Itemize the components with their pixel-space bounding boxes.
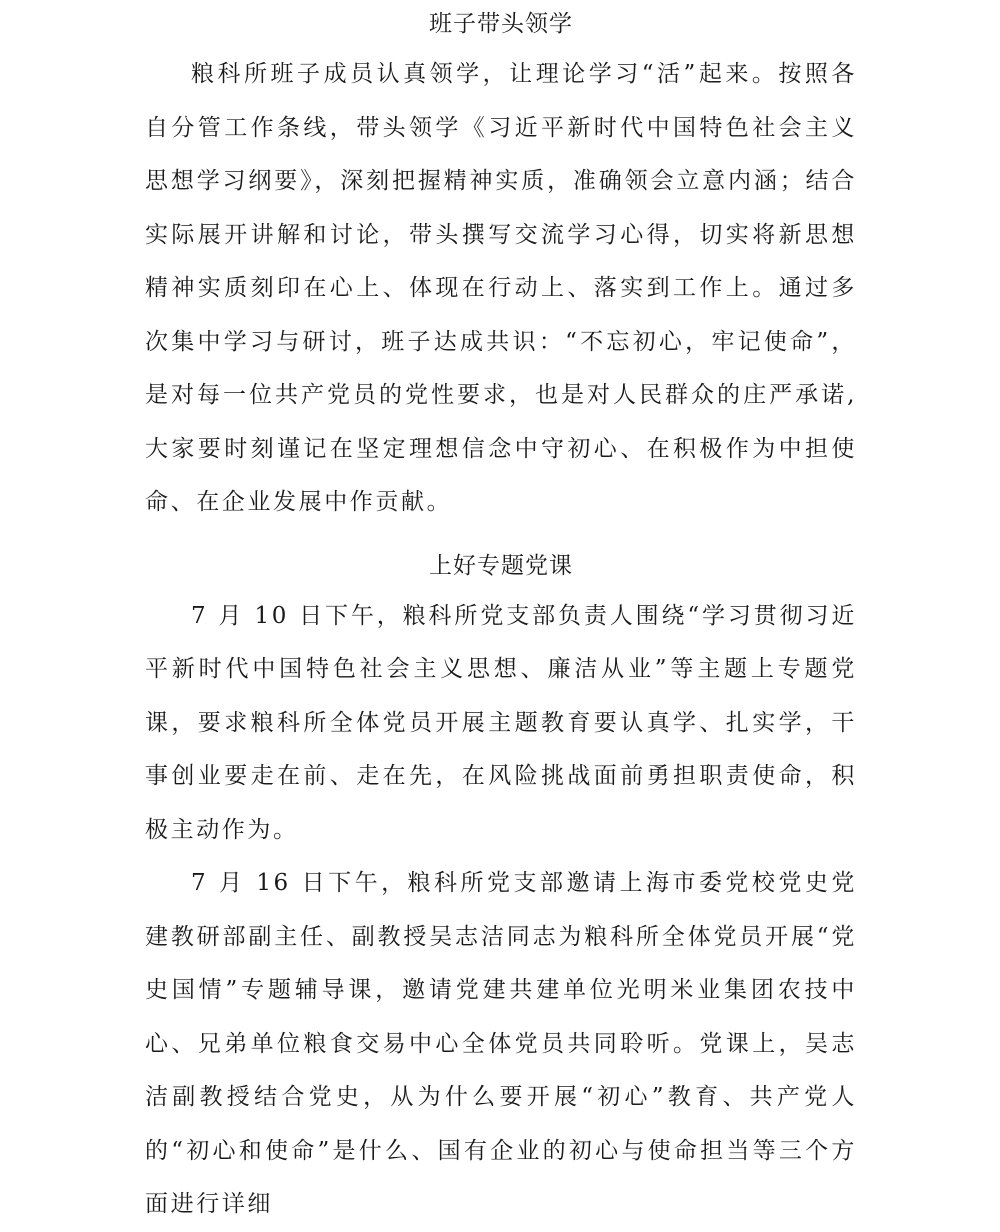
section-heading: 班子带头领学 — [429, 11, 573, 37]
document-page — [145, 0, 857, 1232]
body-paragraph: 粮科所班子成员认真领学，让理论学习“活”起来。按照各自分管工作条线，带头领学《习近平新时代中国特色社会主义思想学习纲要》，深刻把握精神实质，准确领会立意内涵；结合实际展开讲解和讨论，带头撰写交流学习心得，切实将新思想精神实质刻印在心上、体现在行动上、落实到工作上。通过多次集中学习与研讨，班子达成共识：“不忘初心，牢记使命”，是对每一位共产党员的党性要求，也是对人民群众的庄严承诺,大家要时刻谨记在坚定理想信念中守初心、在积极作为中担使命、在企业发展中作贡献。 — [145, 61, 857, 515]
section-heading: 上好专题党课 — [429, 552, 573, 579]
body-paragraph: 7 月 16 日下午，粮科所党支部邀请上海市委党校党史党建教研部副主任、副教授吴志洁同志为粮科所全体党员开展“党史国情”专题辅导课，邀请党建共建单位光明米业集团农技中心、兄弟单位粮食交易中心全体党员共同聆听。党课上，吴志洁副教授结合党史，从为什么要开展“初心”教育、共产党人的“初心和使命”是什么、国有企业的初心与使命担当等三个方面进行详细 — [145, 870, 857, 1217]
body-paragraph: 7 月 10 日下午，粮科所党支部负责人围绕“学习贯彻习近平新时代中国特色社会主义思想、廉洁从业”等主题上专题党课，要求粮科所全体党员开展主题教育要认真学、扎实学，干事创业要走在前、走在先，在风险挑战面前勇担职责使命，积极主动作为。 — [145, 602, 857, 843]
